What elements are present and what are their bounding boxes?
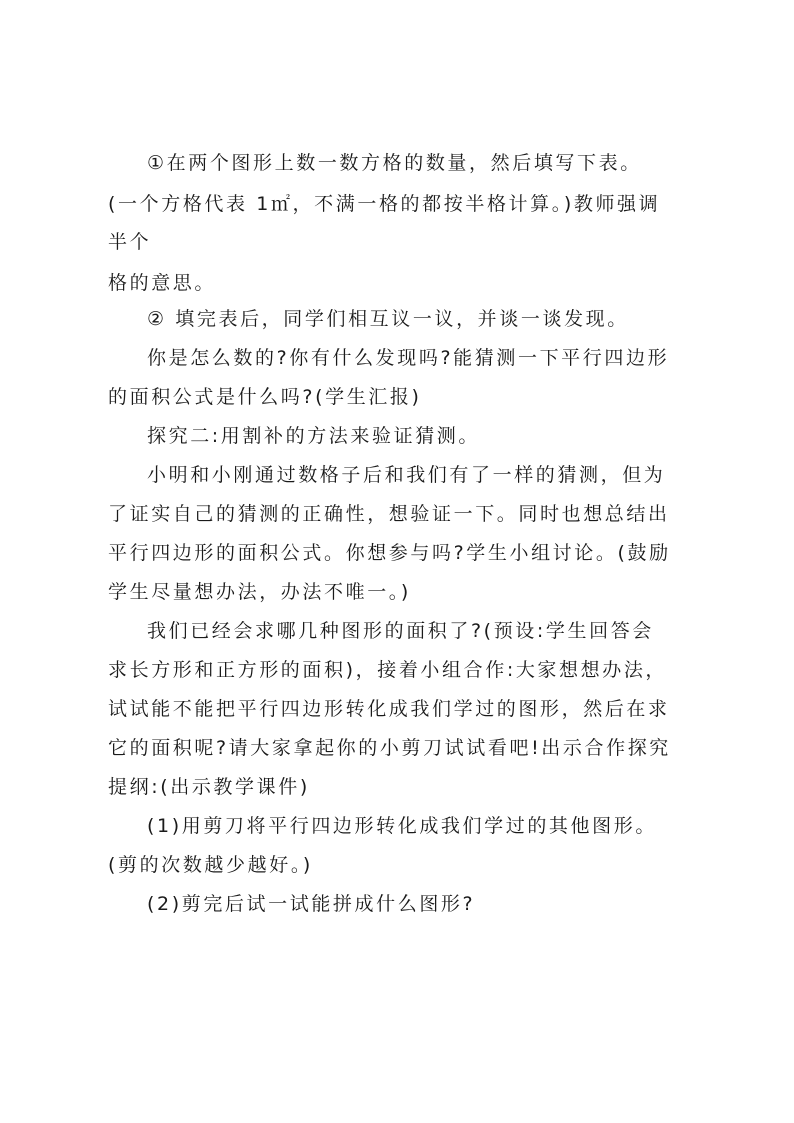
text-line: 求长方形和正方形的面积)，接着小组合作:大家想想办法， bbox=[108, 659, 668, 681]
text-line: 探究二:用割补的方法来验证猜测。 bbox=[147, 425, 481, 447]
text-line: (1)用剪刀将平行四边形转化成我们学过的其他图形。 bbox=[147, 815, 657, 837]
text-line: 试试能不能把平行四边形转化成我们学过的图形，然后在求 bbox=[108, 698, 670, 720]
text-line: 我们已经会求哪几种图形的面积了?(预设:学生回答会 bbox=[147, 620, 654, 642]
text-line: 你是怎么数的?你有什么发现吗?能猜测一下平行四边形 bbox=[147, 347, 670, 369]
text-line: (剪的次数越少越好。) bbox=[108, 854, 313, 876]
text-line: 小明和小刚通过数格子后和我们有了一样的猜测，但为 bbox=[147, 464, 666, 486]
text-line: 学生尽量想办法，办法不唯一。) bbox=[108, 581, 411, 603]
text-line: 的面积公式是什么吗?(学生汇报) bbox=[108, 386, 422, 408]
text-line: ①在两个图形上数一数方格的数量，然后填写下表。 bbox=[147, 152, 642, 174]
text-line: 它的面积呢?请大家拿起你的小剪刀试试看吧!出示合作探究 bbox=[108, 737, 671, 759]
text-line: 格的意思。 bbox=[108, 272, 217, 294]
text-line: 了证实自己的猜测的正确性，想验证一下。同时也想总结出 bbox=[108, 503, 670, 525]
text-line: 提纲:(出示教学课件) bbox=[108, 776, 310, 798]
text-line: (2)剪完后试一试能拼成什么图形? bbox=[147, 893, 476, 915]
text-line: 半个 bbox=[108, 231, 152, 253]
text-line: 平行四边形的面积公式。你想参与吗?学生小组讨论。(鼓励 bbox=[108, 542, 671, 564]
text-line: (一个方格代表 1㎡，不满一格的都按半格计算。)教师强调 bbox=[108, 193, 661, 215]
text-line: ② 填完表后，同学们相互议一议，并谈一谈发现。 bbox=[147, 308, 629, 330]
